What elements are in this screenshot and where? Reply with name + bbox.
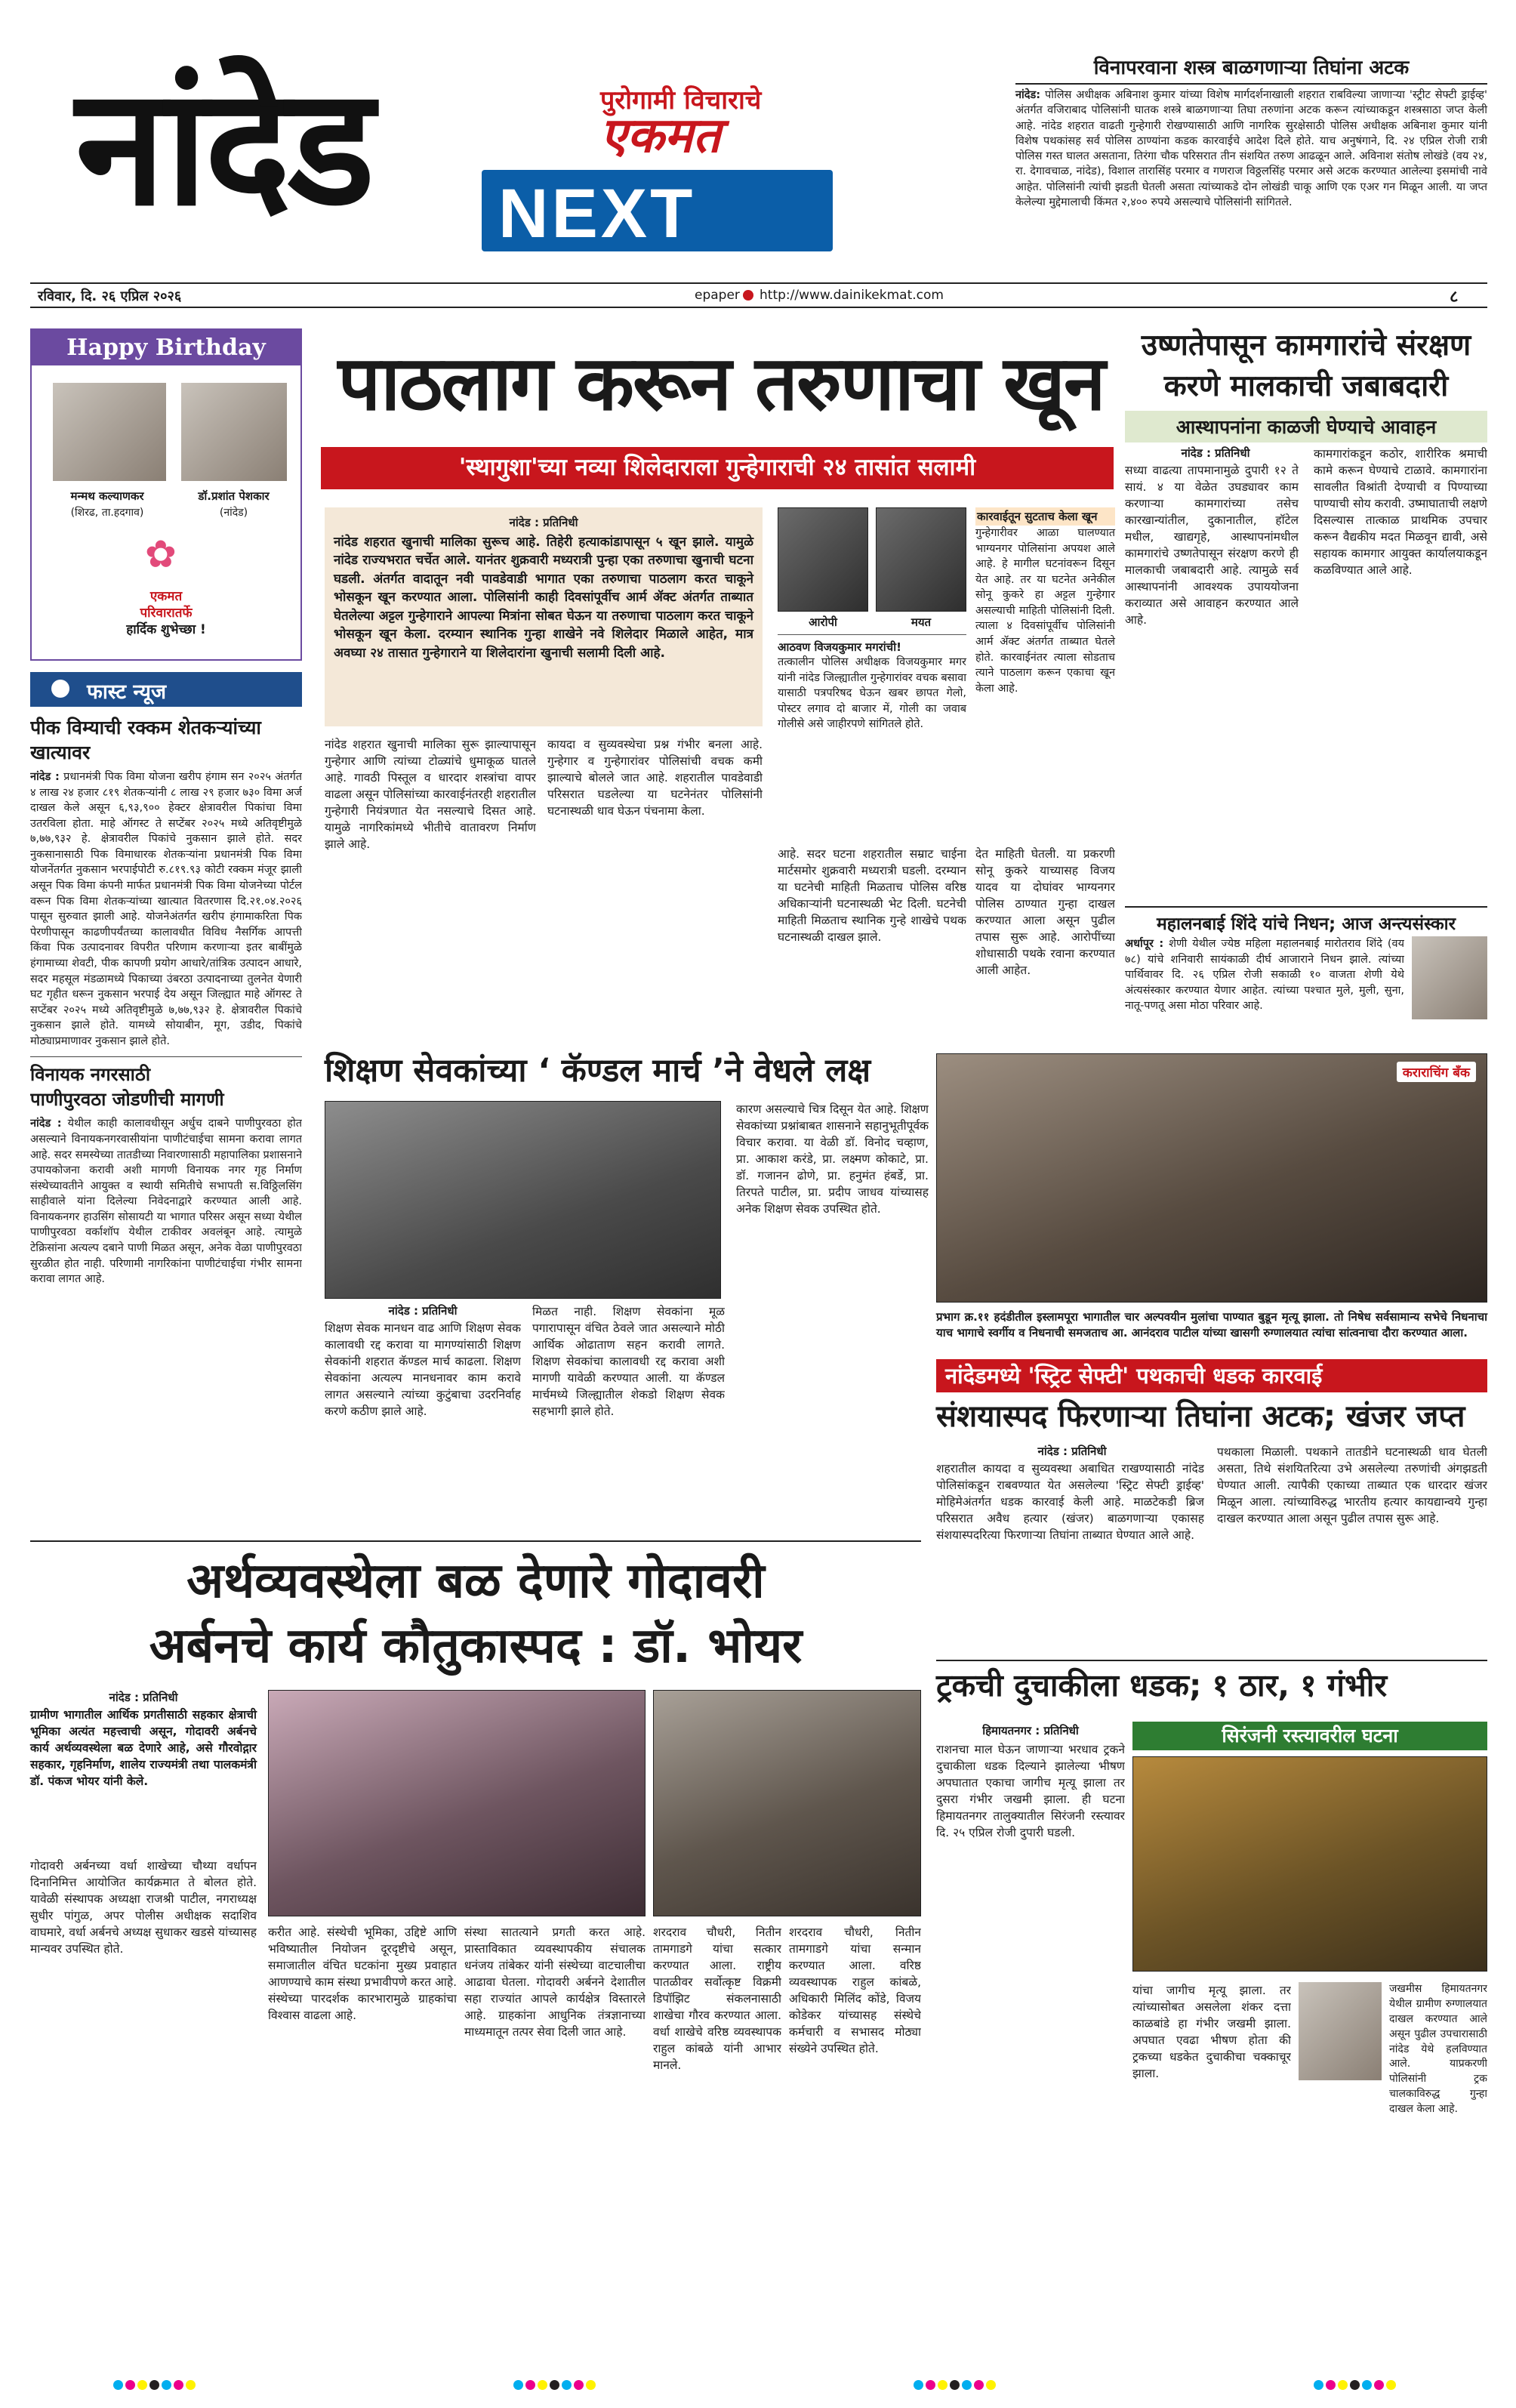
labour-headline-1: उष्णतेपासून कामगारांचे संरक्षण (1141, 328, 1471, 362)
truck-col-1: राशनचा माल घेऊन जाणाऱ्या भरधाव ट्रकने दुचाकीला धडक दिल्याने झालेल्या भीषण अपघातात एकाचा जागीच मृत्यू झाला तर दुसरा गंभीर जखमी झाला. ही घटना हिमायतनगर तालुक्यातील सिरंजनी रस्त्यावर दि. २५ एप्रिल रोजी दुपारी घडली. (936, 1743, 1125, 1839)
murder-sidebar (975, 507, 1115, 840)
teachers-byline: नांदेड : प्रतिनिधी (388, 1304, 458, 1318)
teachers-col-2: मिळत नाही. शिक्षण सेवकांना मूळ पगारापासून वंचित ठेवले जात असल्याने मोठी आर्थिक ओढाताण सहन करावी लागते. शिक्षण सेवकांचा कालावधी रद्द करावा अशी मागणी यावेळी करण्यात आली. या कॅण्डल मार्चमध्ये जिल्ह्यातील शेकडो शिक्षण सेवक सहभागी झाले होते. (532, 1305, 725, 1418)
fast-news-1-lead: नांदेड : (30, 771, 60, 783)
labour-byline: नांदेड : प्रतिनिधी (1181, 446, 1250, 460)
murder-subhead: 'स्थागुशा'च्या नव्या शिलेदाराला गुन्हेगाराची २४ तासांत सलामी (321, 447, 1114, 489)
murder-headline: पाठलाग करून तरुणाचा खून (337, 339, 1105, 427)
birthday-name-2: डॉ.प्रशांत पेशकार (198, 489, 270, 503)
murder-col-3: आहे. सदर घटना शहरातील सम्राट चाईना मार्टसमोर शुक्रवारी मध्यरात्री घडली. दरम्यान या घटनेची माहिती मिळताच पोलिस वरिष्ठ अधिकाऱ्यांनी घटनास्थळी भेट दिली. घटनेची माहिती मिळताच स्थानिक गुन्हे शाखेचे पथक घटनास्थळी दाखल झाले. (778, 847, 966, 944)
godavari-byline: नांदेड : प्रतिनिधी (109, 1691, 178, 1704)
street-headline: संशयास्पद फिरणाऱ्या तिघांना अटक; खंजर जप्त (936, 1399, 1465, 1434)
registration-dots-1 (113, 2379, 198, 2393)
issue-date: रविवार, दि. २६ एप्रिल २०२६ (38, 288, 182, 304)
page-number: ८ (1450, 288, 1459, 307)
top-right-lead: नांदेड: (1015, 89, 1041, 101)
street-col-2: पथकाला मिळाली. पथकाने तातडीने घटनास्थळी धाव घेतली असता, तिथे संशयितरित्या उभे असलेल्या तरुणांची अंगझडती घेण्यात आली. त्यापैकी एकाच्या ताब्यात एक धारदार खंजर मिळून आला. त्यांच्याविरुद्ध भारतीय हत्यार कायद्यान्वये गुन्हा दाखल करण्यात आला असून पुढील तपास सुरू आहे. (1217, 1445, 1487, 1525)
birthday-box (30, 328, 302, 661)
godavari-col-5: शरदराव चौधरी, नितीन तामगाडगे यांचा सन्मान करण्यात आला. वरिष्ठ व्यवस्थापक राहुल कांबळे, अधिकारी मिलिंद कोंडे, विजय कोडेकर यांच्यासह संस्थेचे कर्मचारी व सभासद मोठ्या संख्येने उपस्थित होते. (789, 1925, 921, 2055)
fast-news-2-lead: नांदेड : (30, 1118, 62, 1130)
fast-news (30, 672, 302, 1533)
birthday-wish-3: हार्दिक शुभेच्छा ! (126, 622, 206, 637)
godavari-intro: ग्रामीण भागातील आर्थिक प्रगतीसाठी सहकार क्षेत्राची भूमिका अत्यंत महत्त्वाची असून, गोदावरी अर्बनचे कार्य अर्थव्यवस्थेला बळ देणारे आहे, असे गौरवोद्गार सहकार, गृहनिर्माण, शालेय राज्यमंत्री तथा पालकमंत्री डॉ. पंकज भोयर यांनी केले. (30, 1708, 257, 1788)
teachers-col-3: कारण असल्याचे चित्र दिसून येत आहे. शिक्षण सेवकांच्या प्रश्नांबाबत शासनाने सहानुभूतीपूर्वक विचार करावा. या वेळी डॉ. विनोद चव्हाण, प्रा. आकाश करंडे, प्रा. लक्ष्मण कोकाटे, प्रा. डॉ. गजानन ढोणे, प्रा. हनुमंत हंबर्डे, प्रा. तिरपते पाटील, प्रा. प्रदीप जाधव यांच्यासह अनेक शिक्षण सेवक उपस्थित होते. (736, 1102, 929, 1216)
labour-subhead: आस्थापनांना काळजी घेण्याचे आवाहन (1125, 411, 1487, 442)
street-col-1: शहरातील कायदा व सुव्यवस्था अबाधित राखण्यासाठी नांदेड पोलिसांकडून राबवण्यात येत असलेल्या 'स्ट्रिट सेफ्टी ड्राईव्ह' मोहिमेअंतर्गत धडक कारवाई केली आहे. माळटेकडी ब्रिज परिसरात अवैध हत्यार (खंजर) बाळगणाऱ्या एकासह संशयास्पदरित्या फिरणाऱ्या तिघांना ताब्यात घेण्यात आले आहे. (936, 1462, 1204, 1542)
birthday-wish-1: एकमत (149, 589, 183, 604)
fast-news-title: फास्ट न्यूज (87, 680, 166, 704)
top-right-story (1015, 53, 1487, 279)
obit-headline: महालनबाई शिंदे यांचे निधन; आज अन्त्यसंस्कार (1125, 906, 1487, 935)
registration-dots-4 (1314, 2379, 1398, 2393)
globe-icon (743, 290, 753, 301)
godavari-headline-1: अर्थव्यवस्थेला बळ देणारे गोदावरी (186, 1553, 765, 1609)
godavari-col-4: शरदराव चौधरी, नितीन तामगाडगे यांचा सत्कार करण्यात आला. राष्ट्रीय पातळीवर सर्वोत्कृष्ट विक्रमी डिपॉझिट संकलनासाठी शाखेचा गौरव करण्यात आला. वर्धा शाखेचे वरिष्ठ व्यवस्थापक राहुल कांबळे यांनी आभार मानले. (653, 1925, 781, 2072)
godavari-headline-2: अर्बनचे कार्य कौतुकास्पद : डॉ. भोयर (149, 1618, 803, 1674)
truck-col-3: जखमीस हिमायतनगर येथील ग्रामीण रुग्णालयात दाखल करण्यात आले असून पुढील उपचारासाठी नांदेड येथे हलविण्यात आले. याप्रकरणी पोलिसांनी ट्रक चालकाविरुद्ध गुन्हा दाखल केला आहे. (1389, 1983, 1487, 2115)
obit-body: शेणी येथील ज्येष्ठ महिला महालनबाई मारोतराव शिंदे (वय ७८) यांचे शनिवारी सायंकाळी दीर्घ आजाराने निधन झाले. त्यांच्या पार्थिवावर दि. २६ एप्रिल रोजी सकाळी १० वाजता शेणी येथे अंत्यसंस्कार करण्यात येणार आहेत. त्यांच्या पश्चात मुले, मुली, सुना, नातू-पणतू असा मोठा परिवार आहे. (1125, 938, 1404, 1013)
registration-dots-3 (914, 2379, 998, 2393)
section-divider (30, 1540, 921, 1542)
truck-headline: ट्रकची दुचाकीला धडक; १ ठार, १ गंभीर (936, 1660, 1487, 1707)
fast-news-1-headline: पीक विम्याची रक्कम शेतकऱ्यांच्या खात्यावर (30, 717, 261, 763)
victim-portrait (1299, 1982, 1382, 2080)
brand-logo: एकमत (600, 108, 721, 164)
murder-side-body: गुन्हेगारीवर आळा घालण्यात भाग्यनगर पोलिसांना अपयश आले आहे. हे मागील घटनांवरून दिसून येत आहे. तर या घटनेत अनेकील सोनू कुकरे हा अट्टल गुन्हेगार असल्याची माहिती पोलिसांनी दिली. त्याला ४ दिवसांपूर्वीच पोलिसांनी आर्म ॲक्ट अंतर्गत ताब्यात घेतले होते. कारवाईनंतर त्याला सोडताच त्याने पाठलाग करून एकाचा खून केला आहे. (975, 527, 1115, 695)
labour-col-2: कामगारांकडून कठोर, शारीरिक श्रमाची कामे करून घेण्याचे टाळावे. कामगारांना सावलीत विश्रांती देण्याची व पिण्याच्या पाण्याची सोय करावी. उष्माघाताची लक्षणे दिसल्यास तात्काळ प्राथमिक उपचार करून वैद्यकीय मदत मिळवून द्यावी, असे सहायक कामगार आयुक्त कार्यालयाकडून कळविण्यात आले आहे. (1314, 447, 1487, 577)
shield-icon (51, 680, 69, 698)
victim-caption: मयत (911, 615, 932, 629)
obit-lead: अर्धापूर : (1125, 938, 1164, 950)
birthday-wish-2: परिवारातर्फे (140, 606, 193, 621)
truck-kicker: सिरंजनी रस्त्यावरील घटना (1132, 1722, 1487, 1750)
epaper-link[interactable]: http://www.dainikekmat.com (760, 288, 944, 303)
birthday-photo-1 (53, 383, 166, 481)
fast-news-2-headline-2: पाणीपुरवठा जोडणीची मागणी (30, 1089, 224, 1111)
labour-headline-2: करणे मालकाची जबाबदारी (1163, 369, 1449, 403)
murder-inset-body: तत्कालीन पोलिस अधीक्षक विजयकुमार मगर यांनी नांदेड जिल्ह्यातील गुन्हेगारांवर वचक बसावा यासाठी पत्रपरिषद घेऊन खबर छापत गेलो, पोस्टर लगाव दो बाजार में, गोली का जवाब गोलीसे असे जाहीरपणे सांगितले होते. (778, 656, 966, 731)
event-photo (936, 1053, 1487, 1303)
top-right-body: पोलिस अधीक्षक अबिनाश कुमार यांच्या विशेष मार्गदर्शनाखाली शहरात राबविल्या जाणाऱ्या 'स्ट्रीट सेफ्टी ड्राईव्ह' अंतर्गत वजिराबाद पोलिसांनी घातक शस्त्रे बाळगणाऱ्या तिघा तरुणांना अटक करून त्यांच्याकडून शस्त्रसाठा जप्त केली आहे. नांदेड शहरात वाढती गुन्हेगारी रोखण्यासाठी आणि नागरिक सुरक्षेसाठी पोलिस अधीक्षक अबिनाश कुमार यांनी विशेष पथकांसह सर्व पोलिस ठाण्यांना कडक कारवाईचे आदेश दिले होते. याच अनुषंगाने, दि. २४ एप्रिल रोजी रात्री पोलिस गस्त घालत असताना, तिरंगा चौक परिसरात तीन संशयित तरुण आढळून आले. अविनाश संतोष लोखंडे (वय २४, रा. देगावचाळ, नांदेड), विशाल तारासिंह परमार व गणराज विठ्ठलसिंह परमार असे अटक करण्यात आलेल्या इसमांची नावे आहेत. पोलिसांनी त्यांची झडती घेतली असता त्यांच्याकडे दोन लोखंडी चाकू आणि एक एअर गन मिळून आली. या जप्त केलेल्या मुद्देमालाची किंमत २,४०० रुपये असल्याचे पोलिसांनी सांगितले. (1015, 89, 1487, 209)
masthead-title: नांदेड (75, 52, 372, 242)
date-bar (30, 282, 1487, 308)
murder-side-head: कारवाईतून सुटताच केला खून (975, 507, 1115, 526)
murder-col-4: देत माहिती घेतली. या प्रकरणी सोनू कुकरे याच्यासह विजय यादव या दोघांवर भाग्यनगर पोलिस ठाण्यात गुन्हा दाखल करण्यात आला असून पुढील तपास सुरू आहे. आरोपींच्या शोधासाठी पथके रवाना करण्यात आली आहेत. (975, 847, 1115, 977)
godavari-col-3: संस्था सातत्याने प्रगती करत आहे. प्रास्ताविकात व्यवस्थापकीय संचालक धनंजय तांबेकर यांनी संस्थेच्या वाटचालीचा आढावा घेतला. गोदावरी अर्बनने देशातील सहा राज्यांत आपले कार्यक्षेत्र विस्तारले आहे. ग्राहकांना आधुनिक तंत्रज्ञानाच्या माध्यमातून तत्पर सेवा दिली जात आहे. (464, 1925, 646, 2039)
fast-news-2-headline-1: विनायक नगरसाठी (30, 1056, 302, 1087)
birthday-name-1: मन्मथ कल्याणकर (70, 489, 144, 503)
murder-byline: नांदेड : प्रतिनिधी (509, 516, 578, 529)
labour-col-1: सध्या वाढत्या तापमानामुळे दुपारी १२ ते सायं. ४ या वेळेत उघड्यावर काम करणाऱ्या कामगारांच्या तसेच कारखान्यांतील, दुकानातील, हॉटेल मधील, खाद्यगृहे, आस्थापनांमधील कामगारांचे उष्णतेपासून संरक्षण करणे ही मालकाची जबाबदारी आहे. त्यामुळे सर्व आस्थापनांनी आवश्यक उपाययोजना कराव्यात असे आवाहन करण्यात आले आहे. (1125, 464, 1299, 627)
truck-byline: हिमायतनगर : प्रतिनिधी (982, 1724, 1079, 1737)
murder-intro: नांदेड शहरात खुनाची मालिका सुरूच आहे. तिहेरी हत्याकांडापासून ५ खून झाले. यामुळे नांदेड राज्यभरात चर्चेत आले. यानंतर शुक्रवारी मध्यरात्री पुन्हा एका तरुणाचा खुनाची घटना घडली. अंतर्गत वादातून नवी पावडेवाडी भागात एका तरुणाचा पाठलाग करत चाकूने भोसकून खून करण्यात आला. पोलिसांनी काही दिवसांपूर्वीच आर्म ॲक्ट अंतर्गत ताब्यात घेतलेल्या अट्टल गुन्हेगाराने आपल्या मित्रांना सोबत घेऊन या तरुणाचा पाठलाग करत चाकूने भोसकून खून केला. दरम्यान स्थानिक गुन्हा शाखेने नवे शिलेदार मिळाले आहेत, मात्र अवघ्या २४ तासात गुन्हेगाराने या शिलेदारांना खुनाची सलामी दिली आहे. (334, 535, 753, 661)
truck-photo (1132, 1756, 1487, 1972)
epaper-label: epaper (695, 288, 740, 303)
fast-news-2-body: येथील काही कालावधीसून अर्धुच दाबने पाणीपुरवठा होत असल्याने विनायकनगरवासीयांना पाणीटंचाईचा सामना करावा लागत आहे. सदर समस्येच्या तातडीच्या निवारणासाठी महापालिका प्रशासनाने उपायकोजना करावी अशी मागणी विनायक नगर गृह निर्माण संस्थेच्यावतीने आयुक्त व स्थायी समितीचे सभापती स.विठ्ठिलसिंग साहीवाले यांना दिलेल्या निवेदनाद्वारे करण्यात आली आहे. विनायकनगर हाउसिंग सोसायटी या भागात परिसर असून सध्या येथील पाणीपुरवठा वर्काशॉप येथील टाकीवर अवलंबून आहे. त्यामुळे टेक्रिसांना अत्यल्प दबाने पाणी मिळत असून, अनेक वेळा पाणीपुरवठा सुरळीत होत नाही. परिणामी नागरिकांना पाणीटंचाईचा गंभीर सामना करावा लागत आहे. (30, 1118, 302, 1286)
birthday-title: Happy Birthday (32, 330, 300, 365)
street-byline: नांदेड : प्रतिनिधी (1037, 1444, 1107, 1458)
godavari-col-2: करीत आहे. संस्थेची भूमिका, उद्दिष्टे आणि भविष्यातील नियोजन दूरदृष्टीचे असून, समाजातील वंचित घटकांना मुख्य प्रवाहात आणण्याचे काम संस्था प्रभावीपणे करत आहे. संस्थेच्या पारदर्शक कारभारामुळे ग्राहकांचा विश्वास वाढला आहे. (268, 1925, 457, 2022)
accused-photo (778, 507, 868, 612)
murder-col-2: कायदा व सुव्यवस्थेचा प्रश्न गंभीर बनला आहे. गुन्हेगार व गुन्हेगारांवर पोलिसांची वचक कमी झाल्याचे बोलले जात आहे. शहरातील पावडेवाडी परिसरात घडलेल्या या घटनेनंतर पोलिसांनी घटनास्थळी धाव घेऊन पंचनामा केला. (547, 738, 763, 818)
victim-photo (876, 507, 966, 612)
accused-caption: आरोपी (809, 615, 837, 629)
flower-icon: ✿ (145, 532, 177, 576)
event-banner: कराराचिंग बँक (1397, 1062, 1476, 1082)
murder-intro-box (325, 507, 763, 726)
birthday-photo-2 (181, 383, 287, 481)
birthday-place-2: (नांदेड) (219, 507, 248, 519)
truck-col-2: यांचा जागीच मृत्यू झाला. तर त्यांच्यासोबत असलेला शंकर दत्ता काळबांडे हा गंभीर जखमी झाला. अपघात एवढा भीषण होता की ट्रकच्या धडकेत दुचाकीचा चक्काचूर झाला. (1132, 1984, 1291, 2080)
teachers-photo (325, 1101, 721, 1299)
godavari-col-1: गोदावरी अर्बनच्या वर्धा शाखेच्या चौथ्या वर्धापन दिनानिमित्त आयोजित कार्यक्रमात ते बोलत होते. यावेळी संस्थापक अध्यक्षा राजश्री पाटील, नगराध्यक्ष सुधीर पांगुळ, अपर पोलीस अधीक्षक सदाशिव वाघमारे, वर्धा अर्बनचे अध्यक्ष सुधाकर खडसे यांच्यासह मान्यवर उपस्थित होते. (30, 1859, 257, 1956)
fast-news-1-body: प्रधानमंत्री पिक विमा योजना खरीप हंगाम सन २०२५ अंतर्गत ४ लाख २४ हजार ८१९ शेतकऱ्यांनी ८ लाख २९ हजार ७३० विमा अर्ज दाखल केले असून ६,९३,९०० हेक्टर क्षेत्रावरील पिकांचा विमा उतरविला होता. माहे ऑगस्ट ते सप्टेंबर २०२५ मध्ये अतिवृष्टीमुळे ७,७७,९३२ हे. क्षेत्रावरील पिकांचे नुकसान झाले होते. सदर नुकसानासाठी पिक विमाधारक शेतकऱ्यांना प्रधानमंत्री पिक विमा योजनेंतर्गत नुकसान भरपाईपोटी रु.८१९.९३ कोटी रक्कम मंजूर झाली असून पिक विमा कंपनी मार्फत प्रधानमंत्री पिक विमा योजनेच्या पोर्टल वरून पिक विमा शेतकऱ्यांच्या खात्यात वितरणास दि.२१.०४.२०२६ पासून सुरुवात झाली आहे. योजनेअंतर्गत खरीप हंगामाकरिता पिक पेरणीपासून काढणीपर्यंतच्या कालावधीत विविध नैसर्गिक आपत्ती किंवा पिक उत्पादनावर विपरीत परिणाम करणाऱ्या इतर बाबींमुळे हंगामाच्या शेवटी, पीक कापणी प्रयोग आधारे/तांत्रिक उत्पादन आधारे, सदर महसूल मंडळामध्ये पिकाच्या उंबरठा उत्पादनाच्या तुलनेत येणारी घट गृहीत धरून नुकसान भरपाई देय असून जिल्ह्यात माहे ऑगस्ट ते सप्टेंबर २०२५ मध्ये अतिवृष्टीमुळे ७,७७,९३२ हे. क्षेत्रावरील पिकांचे नुकसान झाले होते. यामध्ये सोयाबीन, मूग, उडीद, पिकांचे मोठ्याप्रमाणावर नुकसान झाले होते. (30, 771, 302, 1047)
event-caption: प्रभाग क्र.११ हदंडीतील इस्लामपूरा भागातील चार अल्पवयीन मुलांचा पाण्यात बुडून मृत्यू झाला. तो निषेध सर्वसामान्य सभेचे निधनाचा याच भागाचे स्वर्गीय व निधनाची समजताच आ. आनंदराव पाटील यांच्या खासगी रुग्णालयात त्यांचा सांत्वनाचा दौरा करण्यात आला. (936, 1310, 1487, 1340)
next-logo (482, 170, 833, 251)
murder-col-1: नांदेड शहरात खुनाची मालिका सुरू झाल्यापासून गुन्हेगार आणि त्यांच्या टोळ्यांचे धुमाकूळ घातले आहे. गावठी पिस्तूल व धारदार शस्त्रांचा वापर वाढला असून पोलिसांच्या कारवाईनंतरही शहरातील गुन्हेगारी नियंत्रणात येत नसल्याचे दिसत आहे. यामुळे नागरिकांमध्ये भीतीचे वातावरण निर्माण झाले आहे. (325, 738, 536, 851)
godavari-photo-1 (268, 1690, 646, 1916)
murder-inset-head: आठवण विजयकुमार मगरांची! (778, 640, 901, 654)
teachers-headline: शिक्षण सेवकांच्या ‘ कॅण्डल मार्च ’ने वेधले लक्ष (325, 1052, 871, 1090)
registration-dots-2 (513, 2379, 598, 2393)
teachers-col-1: शिक्षण सेवक मानधन वाढ आणि शिक्षण सेवक कालावधी रद्द करावा या मागण्यांसाठी शिक्षण सेवकांनी शहरात कॅण्डल मार्च काढला. शिक्षण सेवकांना अत्यल्प मानधनावर काम करावे लागत असल्याने त्यांच्या कुटुंबाचा उदरनिर्वाह करणे कठीण झाले आहे. (325, 1321, 521, 1418)
street-kicker: नांदेडमध्ये 'स्ट्रिट सेफ्टी' पथकाची धडक कारवाई (936, 1359, 1487, 1392)
birthday-place-1: (शिरढ, ता.हदगाव) (70, 507, 144, 519)
masthead (30, 30, 1004, 257)
top-right-headline: विनापरवाना शस्त्र बाळगणाऱ्या तिघांना अटक (1015, 53, 1487, 85)
murder-inset (778, 634, 966, 838)
obit-photo (1412, 936, 1487, 1019)
brand-tagline: पुरोगामी विचाराचे (600, 85, 762, 116)
godavari-photo-2 (653, 1690, 921, 1916)
fast-news-header (30, 672, 302, 707)
next-label: NEXT (498, 175, 696, 252)
